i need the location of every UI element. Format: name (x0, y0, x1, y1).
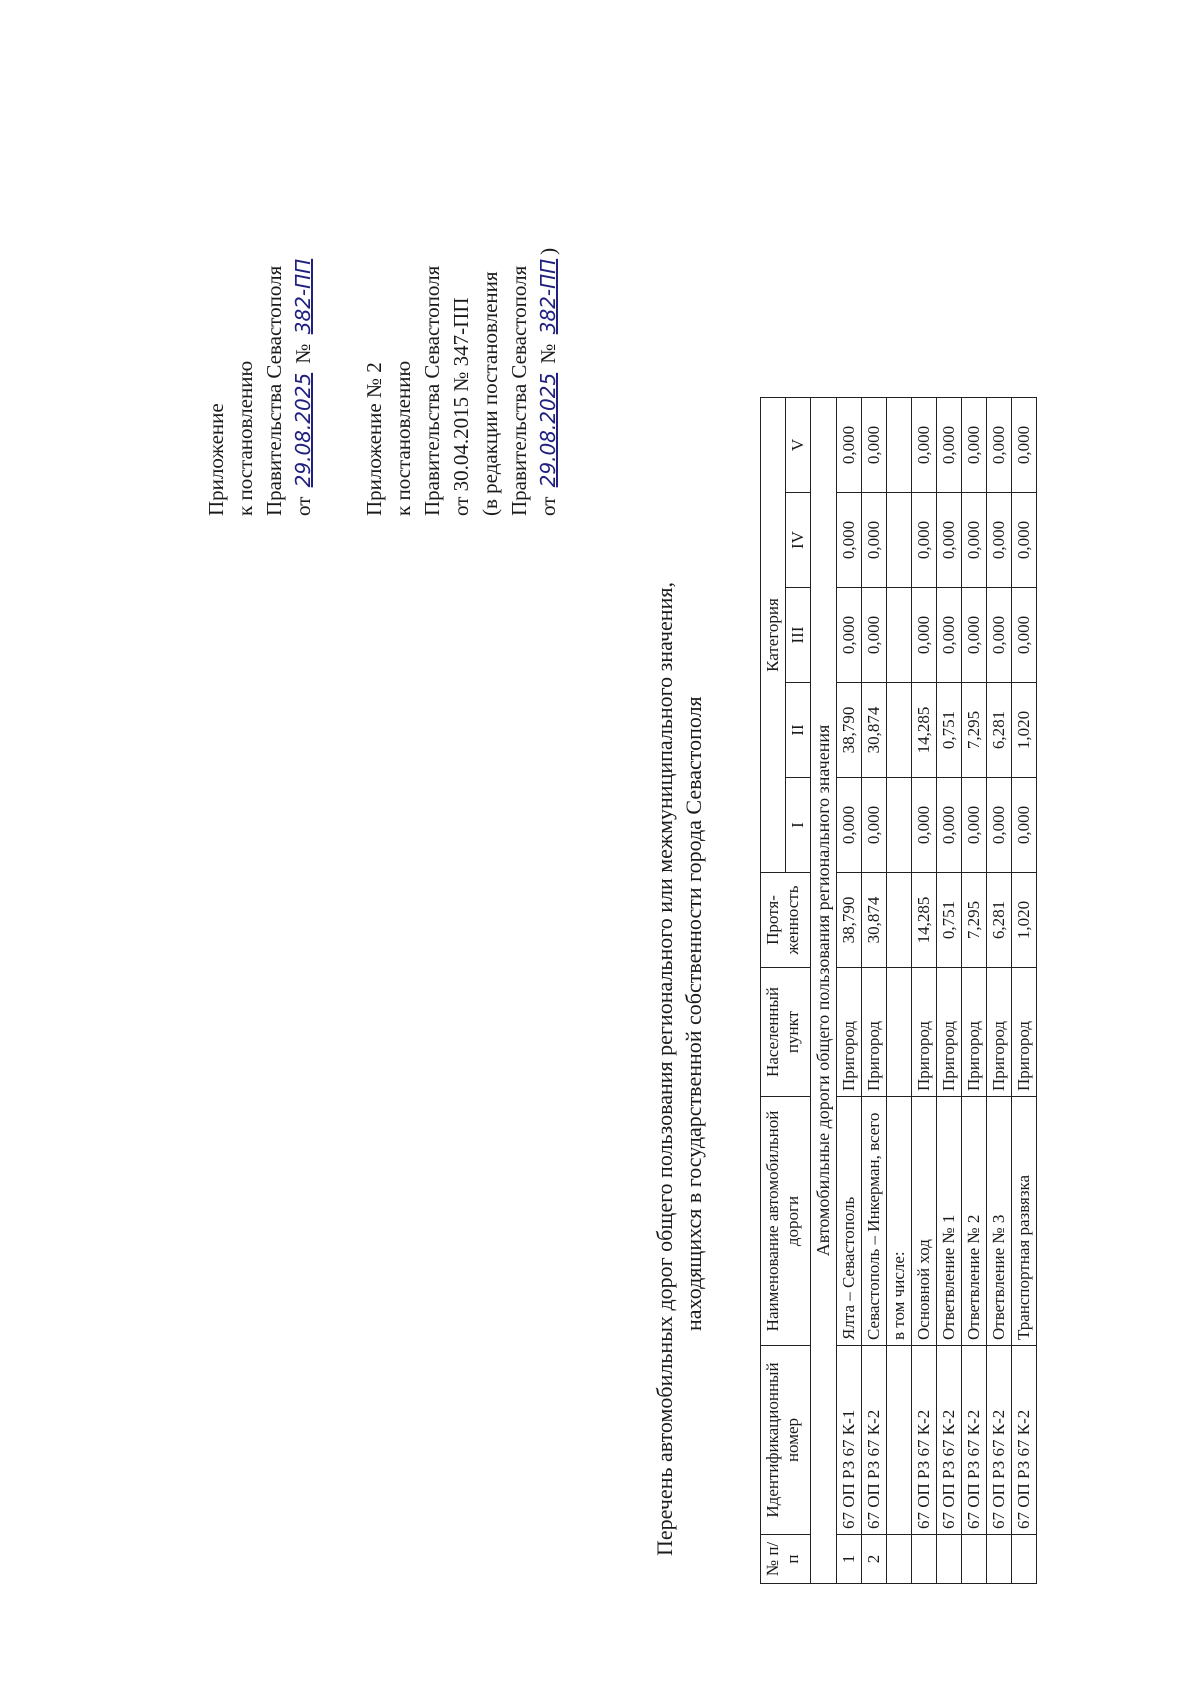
roads-table (760, 397, 1037, 1584)
cell-cat-3: 0,000 (912, 588, 937, 683)
cell-cat-5: 0,000 (862, 398, 887, 493)
cell-cat-5 (887, 398, 912, 493)
cell-cat-1: 0,000 (912, 778, 937, 873)
cell-length: 14,285 (912, 873, 937, 968)
cell-name: Севастополь – Инкерман, всего (862, 1097, 887, 1346)
cell-length: 1,020 (1012, 873, 1037, 968)
appendix-header (202, 96, 318, 516)
table-header-row (761, 398, 786, 1584)
cell-cat-2: 38,790 (837, 683, 862, 778)
appendix-line-1: Приложение (204, 403, 228, 516)
document-title (650, 56, 708, 1556)
appendix2-line-4: от 30.04.2015 № 347-ПП (449, 297, 473, 516)
cell-cat-3: 0,000 (987, 588, 1012, 683)
appendix2-line-5: (в редакции постановления (478, 271, 502, 516)
cell-place: Пригород (837, 968, 862, 1097)
appendix2-line-2: к постановлению (391, 360, 415, 516)
cell-cat-5: 0,000 (837, 398, 862, 493)
cell-cat-4: 0,000 (837, 493, 862, 588)
header-name: Наименование автомобильной дороги (761, 1097, 811, 1346)
cell-place: Пригород (862, 968, 887, 1097)
cell-cat-1: 0,000 (987, 778, 1012, 873)
cell-cat-3: 0,000 (837, 588, 862, 683)
cell-num (887, 1535, 912, 1584)
cell-place: Пригород (912, 968, 937, 1097)
cell-name: Ответвление № 3 (987, 1097, 1012, 1346)
cell-name: Ялта – Севастополь (837, 1097, 862, 1346)
cell-length: 0,751 (937, 873, 962, 968)
table-row (837, 398, 862, 1584)
table-row (887, 398, 912, 1584)
cell-cat-1: 0,000 (962, 778, 987, 873)
appendix-date-line (289, 96, 318, 516)
cell-id: 67 ОП РЗ 67 К-2 (962, 1346, 987, 1535)
cell-num: 1 (837, 1535, 862, 1584)
cell-length: 38,790 (837, 873, 862, 968)
cell-name: Ответвление № 1 (937, 1097, 962, 1346)
cell-cat-1: 0,000 (862, 778, 887, 873)
cell-place (887, 968, 912, 1097)
cell-cat-4: 0,000 (962, 493, 987, 588)
title-line-2: находящихся в государственной собственности города Севастополя (681, 696, 706, 1331)
table-row (987, 398, 1012, 1584)
appendix-line-2: к постановлению (233, 360, 257, 516)
cell-cat-1: 0,000 (837, 778, 862, 873)
header-place: Населенный пункт (761, 968, 811, 1097)
cell-length (887, 873, 912, 968)
appendix2-header (360, 96, 563, 516)
cell-place: Пригород (937, 968, 962, 1097)
cell-length: 7,295 (962, 873, 987, 968)
cell-num (1012, 1535, 1037, 1584)
cell-num (962, 1535, 987, 1584)
handwritten-date: 29.08.2025 (291, 372, 315, 488)
header-cat-5: V (786, 398, 811, 493)
cell-id: 67 ОП РЗ 67 К-2 (862, 1346, 887, 1535)
cell-id: 67 ОП РЗ 67 К-2 (937, 1346, 962, 1535)
section-title-row (811, 398, 837, 1584)
cell-id: 67 ОП РЗ 67 К-1 (837, 1346, 862, 1535)
cell-num (937, 1535, 962, 1584)
section-title: Автомобильные дороги общего пользования регионального значения (811, 398, 837, 1584)
cell-cat-2: 7,295 (962, 683, 987, 778)
cell-cat-4: 0,000 (862, 493, 887, 588)
cell-id: 67 ОП РЗ 67 К-2 (987, 1346, 1012, 1535)
header-id: Идентификационный номер (761, 1346, 811, 1535)
handwritten-number: 382-ПП (536, 258, 560, 335)
cell-id (887, 1346, 912, 1535)
cell-cat-2: 30,874 (862, 683, 887, 778)
cell-num (987, 1535, 1012, 1584)
handwritten-date: 29.08.2025 (536, 372, 560, 488)
table-row (862, 398, 887, 1584)
header-cat-4: IV (786, 493, 811, 588)
cell-cat-1: 0,000 (937, 778, 962, 873)
table-row (912, 398, 937, 1584)
handwritten-number: 382-ПП (291, 258, 315, 335)
header-num: № п/п (761, 1535, 811, 1584)
appendix2-line-1: Приложение № 2 (362, 362, 386, 516)
cell-cat-3: 0,000 (1012, 588, 1037, 683)
cell-cat-3: 0,000 (937, 588, 962, 683)
appendix-line-3: Правительства Севастополя (262, 265, 286, 516)
cell-cat-4: 0,000 (912, 493, 937, 588)
cell-cat-5: 0,000 (912, 398, 937, 493)
header-cat-2: II (786, 683, 811, 778)
number-prefix: № (536, 343, 560, 364)
cell-length: 6,281 (987, 873, 1012, 968)
cell-cat-3 (887, 588, 912, 683)
cell-cat-4: 0,000 (1012, 493, 1037, 588)
cell-cat-4: 0,000 (937, 493, 962, 588)
header-cat-1: I (786, 778, 811, 873)
number-prefix: № (291, 343, 315, 364)
header-category: Категория (761, 398, 786, 873)
date-prefix: от (291, 496, 315, 516)
cell-name: в том числе: (887, 1097, 912, 1346)
header-length: Протя- женность (761, 873, 811, 968)
cell-name: Ответвление № 2 (962, 1097, 987, 1346)
cell-id: 67 ОП РЗ 67 К-2 (1012, 1346, 1037, 1535)
cell-cat-1: 0,000 (1012, 778, 1037, 873)
cell-cat-2: 0,751 (937, 683, 962, 778)
cell-cat-5: 0,000 (962, 398, 987, 493)
cell-cat-3: 0,000 (862, 588, 887, 683)
table-row (962, 398, 987, 1584)
appendix2-line-6: Правительства Севастополя (507, 265, 531, 516)
cell-cat-2 (887, 683, 912, 778)
cell-place: Пригород (1012, 968, 1037, 1097)
cell-name: Транспортная развязка (1012, 1097, 1037, 1346)
cell-cat-4: 0,000 (987, 493, 1012, 588)
date-prefix: от (536, 496, 560, 516)
title-line-1: Перечень автомобильных дорог общего пользования регионального или межмуниципального значения, (652, 582, 677, 1556)
header-cat-3: III (786, 588, 811, 683)
cell-num: 2 (862, 1535, 887, 1584)
cell-num (912, 1535, 937, 1584)
cell-length: 30,874 (862, 873, 887, 968)
cell-cat-4 (887, 493, 912, 588)
cell-cat-2: 14,285 (912, 683, 937, 778)
cell-name: Основной ход (912, 1097, 937, 1346)
closing-paren: ) (536, 247, 560, 255)
table-row (937, 398, 962, 1584)
cell-cat-2: 6,281 (987, 683, 1012, 778)
table-row (1012, 398, 1037, 1584)
cell-cat-5: 0,000 (937, 398, 962, 493)
cell-cat-5: 0,000 (1012, 398, 1037, 493)
cell-place: Пригород (987, 968, 1012, 1097)
cell-place: Пригород (962, 968, 987, 1097)
appendix2-line-3: Правительства Севастополя (420, 265, 444, 516)
cell-cat-2: 1,020 (1012, 683, 1037, 778)
cell-cat-3: 0,000 (962, 588, 987, 683)
appendix2-date-line (534, 96, 563, 516)
cell-cat-1 (887, 778, 912, 873)
cell-id: 67 ОП РЗ 67 К-2 (912, 1346, 937, 1535)
cell-cat-5: 0,000 (987, 398, 1012, 493)
